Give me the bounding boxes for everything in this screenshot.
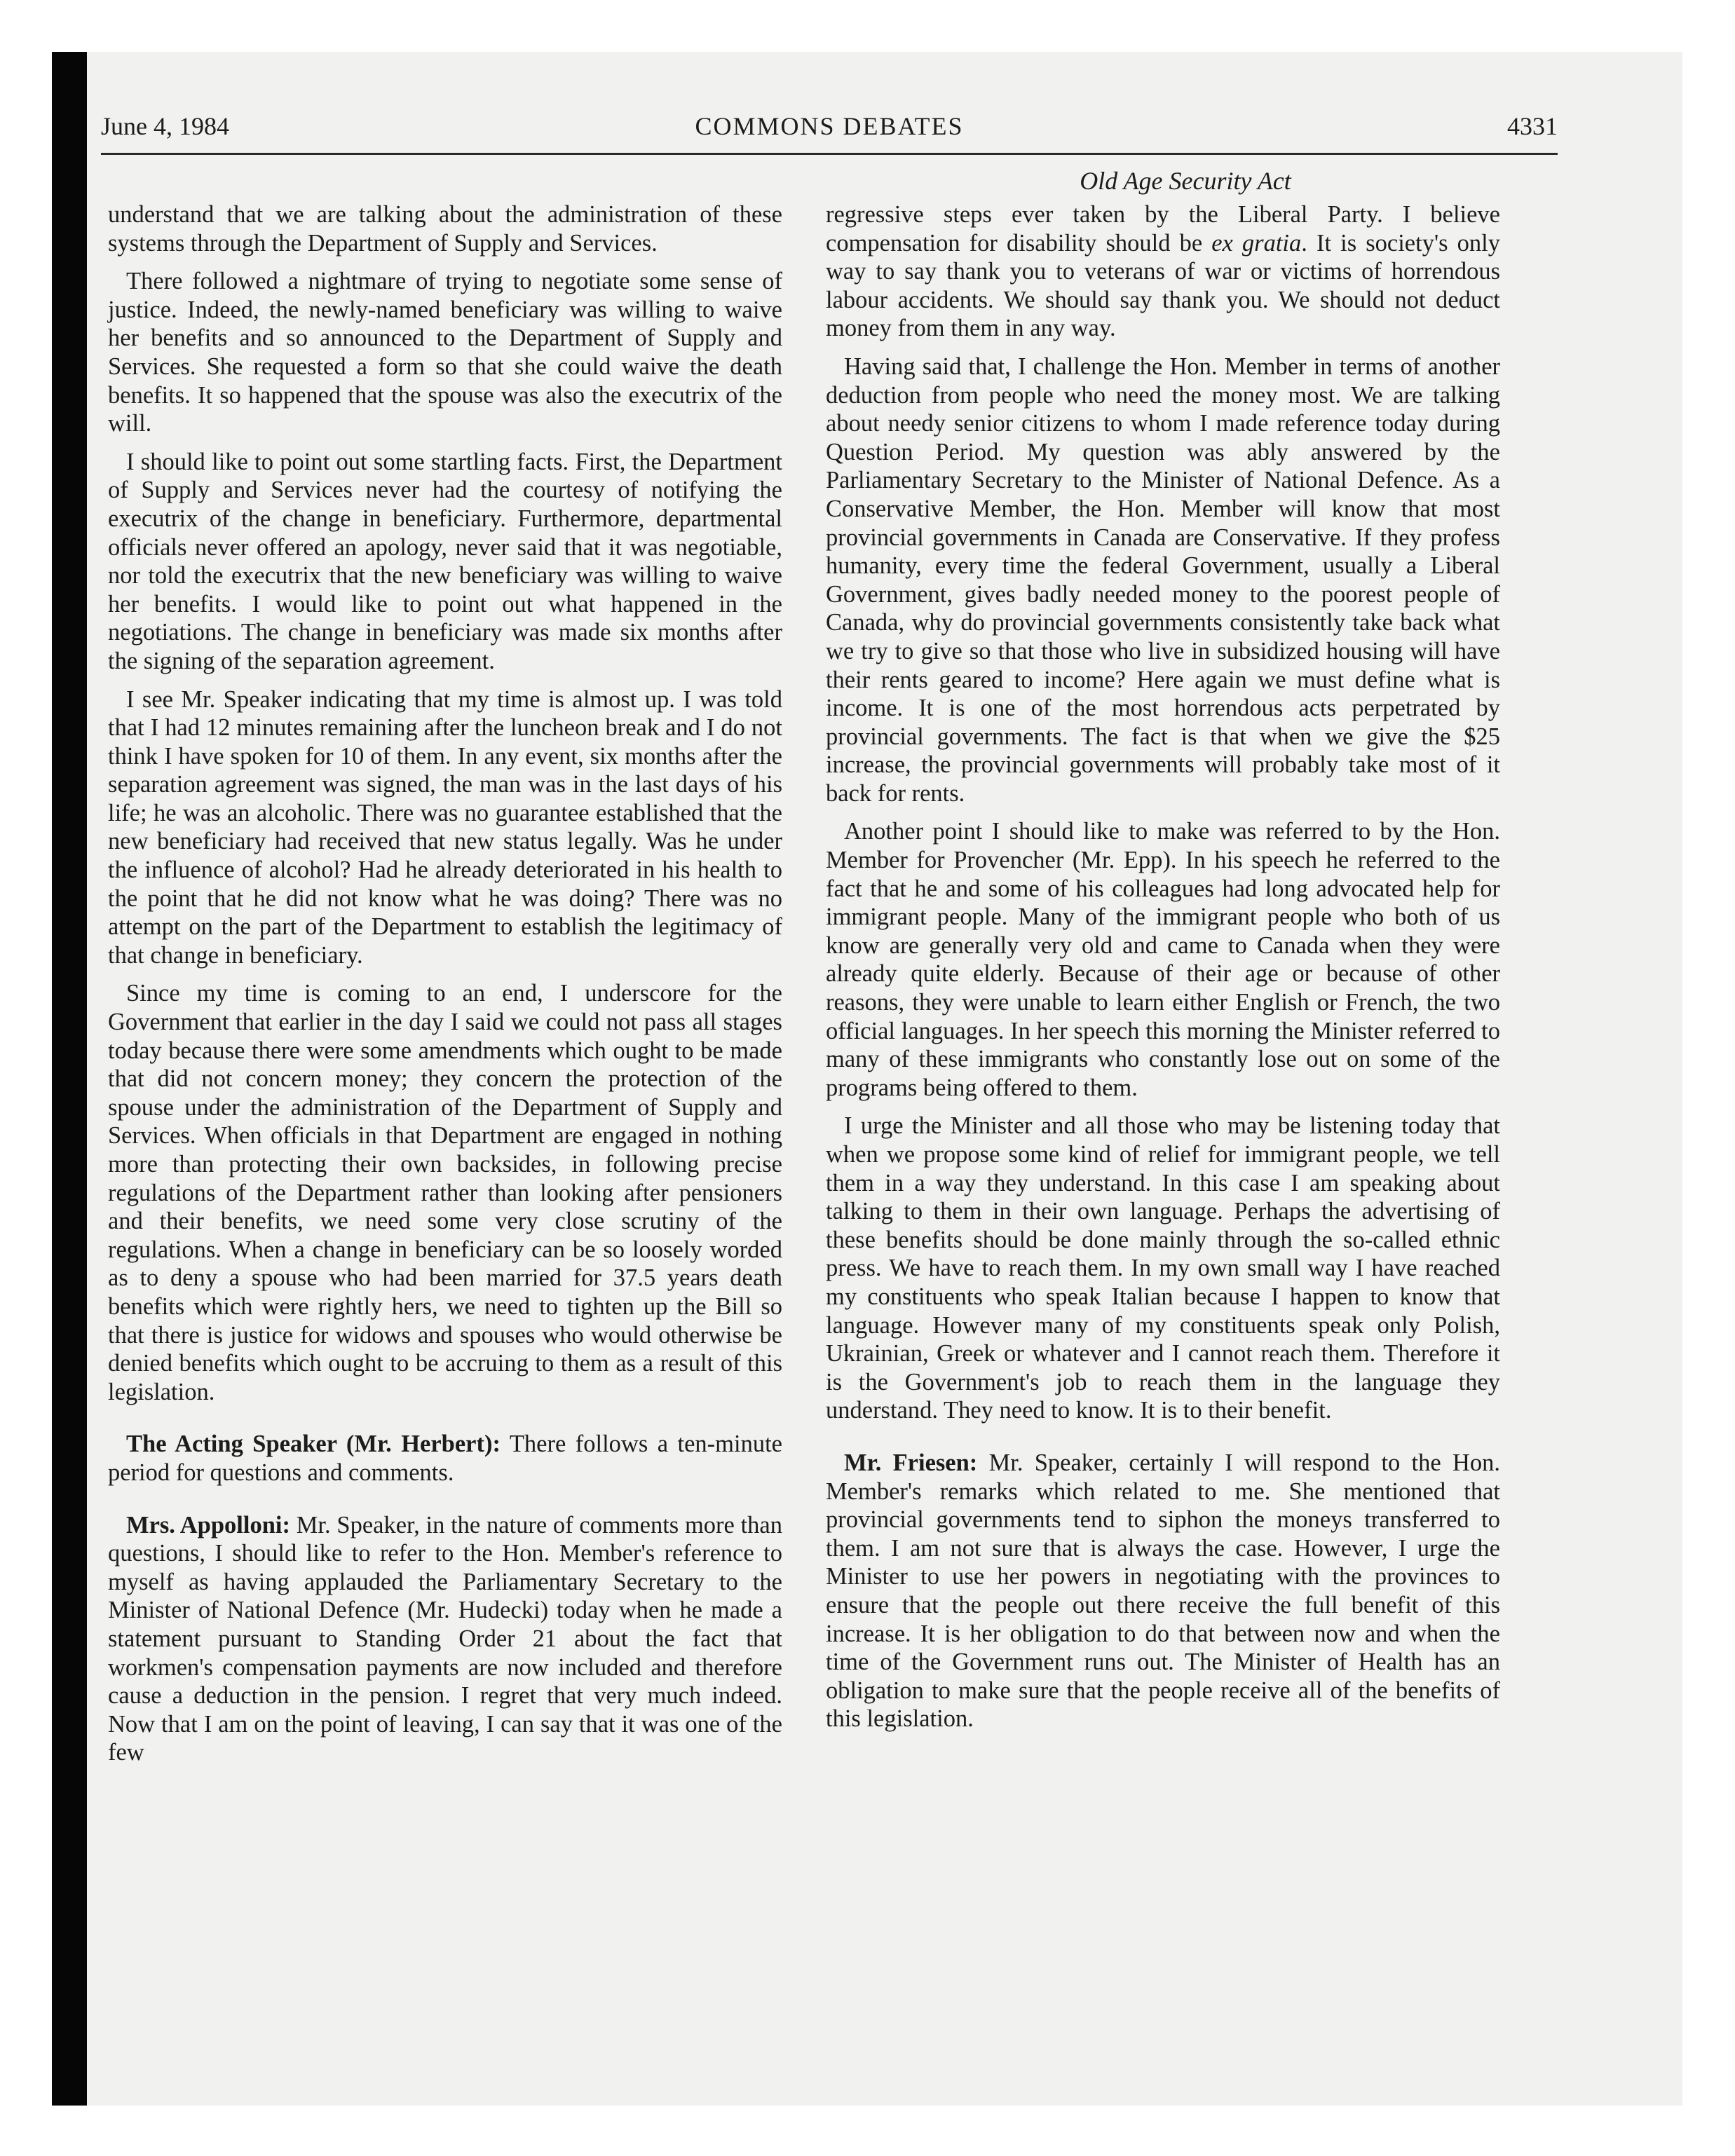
right-column [826,200,1500,1733]
paragraph: I see Mr. Speaker indicating that my time is almost up. I was told that I had 12 minutes remaining after the luncheon break and I do not think I have spoken for 10 of them. In any event, six months after the separation agreement was signed, the man was in the last days of his life; he was an alcoholic. There was no guarantee established that the new beneficiary had received that new status legally. Was he under the influence of alcohol? Had he already deteriorated in his health to the point that he did not know what he was doing? There was no attempt on the part of the Department to establish the legitimacy of that change in beneficiary. [108,685,782,969]
speaker-name: The Acting Speaker (Mr. Herbert): [126,1431,501,1458]
speech-paragraph [108,1430,782,1487]
speaker-name: Mrs. Appolloni: [126,1511,290,1538]
paragraph: Another point I should like to make was referred to by the Hon. Member for Provencher (Mr. Epp). In his speech he referred to the fact that he and some of his colleagues had long advocated help for immigrant people. Many of the immigrant people who both of us know are generally very old and came to Canada when they were already quite elderly. Because of their age or because of other reasons, they were unable to learn either English or French, the two official languages. In her speech this morning the Minister referred to many of these immigrants who constantly lose out on some of the programs being offered to them. [826,818,1500,1101]
speech-text: Mr. Speaker, certainly I will respond to the Hon. Member's remarks which related to me. She mentioned that provincial governments tend to siphon the moneys transferred to them. I am not sure that is always the case. However, I urge the Minister to use her powers in negotiating with the provinces to ensure that the people out there receive the full benefit of this increase. It is her obligation to do that between now and when the time of the Government runs out. The Minister of Health has an obligation to make sure that the people receive all of the benefits of this legislation. [826,1449,1500,1733]
paragraph: Since my time is coming to an end, I underscore for the Government that earlier in the day I said we could not pass all stages today because there were some amendments which ought to be made that did not concern money; they concern the protection of the spouse under the administration of the Department of Supply and Services. When officials in that Department are engaged in nothing more than protecting their own backsides, in following precise regulations of the Department rather than looking after pensioners and their benefits, we need some very close scrutiny of the regulations. When a change in beneficiary can be so loosely worded as to deny a spouse who had been married for 37.5 years death benefits which were rightly hers, we need to tighten up the Bill so that there is justice for widows and spouses who would otherwise be denied benefits which ought to be accruing to them as a result of this legislation. [108,980,782,1405]
speech-paragraph [826,1449,1500,1733]
paragraph: There followed a nightmare of trying to negotiate some sense of justice. Indeed, the newly-named beneficiary was willing to waive her benefits and so announced to the Department of Supply and Services. She requested a form so that she could waive the death benefits. It so happened that the spouse was also the executrix of the will. [108,268,782,437]
italic-term: ex gratia [1211,229,1302,257]
paragraph: I should like to point out some startling facts. First, the Department of Supply and Services never had the courtesy of notifying the executrix of the change in beneficiary. Furthermore, departmental officials never offered an apology, never said that it was negotiable, nor told the executrix that the new beneficiary was willing to waive her benefits. I would like to point out what happened in the negotiations. The change in beneficiary was made six months after the signing of the separation agreement. [108,448,782,674]
speech-paragraph [108,1511,782,1767]
paragraph [826,200,1500,343]
paragraph: understand that we are talking about the administration of these systems through the Department of Supply and Services. [108,201,782,257]
left-column [108,200,782,1767]
header-title: COMMONS DEBATES [695,112,964,140]
running-head: Old Age Security Act [1080,167,1291,195]
speech-text: Mr. Speaker, in the nature of comments more than questions, I should like to refer to the Hon. Member's reference to myself as having applauded the Parliamentary Secretary to the Minister of National Defence (Mr. Hudecki) today when he made a statement pursuant to Standing Order 21 about the fact that workmen's compensation payments are now included and therefore cause a deduction in the pension. I regret that very much indeed. Now that I am on the point of leaving, I can say that it was one of the few [108,1511,782,1766]
paragraph: I urge the Minister and all those who may be listening today that when we propose some kind of relief for immigrant people, we tell them in a way they understand. In this case I am speaking about talking to them in their own language. Perhaps the advertising of these benefits should be done mainly through the so-called ethnic press. We have to reach them. In my own small way I have reached my constituents who speak Italian because I happen to know that language. However many of my constituents speak only Polish, Ukrainian, Greek or whatever and I cannot reach them. Therefore it is the Government's job to reach them in the language they understand. They need to know. It is to their benefit. [826,1112,1500,1424]
header-date: June 4, 1984 [101,112,229,140]
page-number: 4331 [1507,112,1558,140]
paragraph: Having said that, I challenge the Hon. Member in terms of another deduction from people who need the money most. We are talking about needy senior citizens to whom I made reference today during Question Period. My question was ably answered by the Parliamentary Secretary to the Minister of National Defence. As a Conservative Member, the Hon. Member will know that most provincial governments in Canada are Conservative. If they profess humanity, every time the federal Government, usually a Liberal Government, gives badly needed money to the poorest people of Canada, why do provincial governments consistently take back what we try to give so that those who live in subsidized housing will have their rents geared to income? Here again we must define what is income. It is one of the most horrendous acts perpetrated by provincial governments. The fact is that when we give the $25 increase, the provincial governments will probably take most of it back for rents. [826,353,1500,807]
binding-edge [52,52,87,2106]
speech-text: There follows a ten-minute period for questions and comments. [108,1431,782,1486]
text-run: regressive steps ever taken by the Liberal Party. I believe compensation for disability should be [826,201,1500,257]
speaker-name: Mr. Friesen: [844,1449,978,1476]
text-run: . It is society's only way to say thank you to veterans of war or victims of horrendous labour accidents. We should say thank you. We should not deduct money from them in any way. [826,229,1500,342]
page-header [101,112,1558,155]
